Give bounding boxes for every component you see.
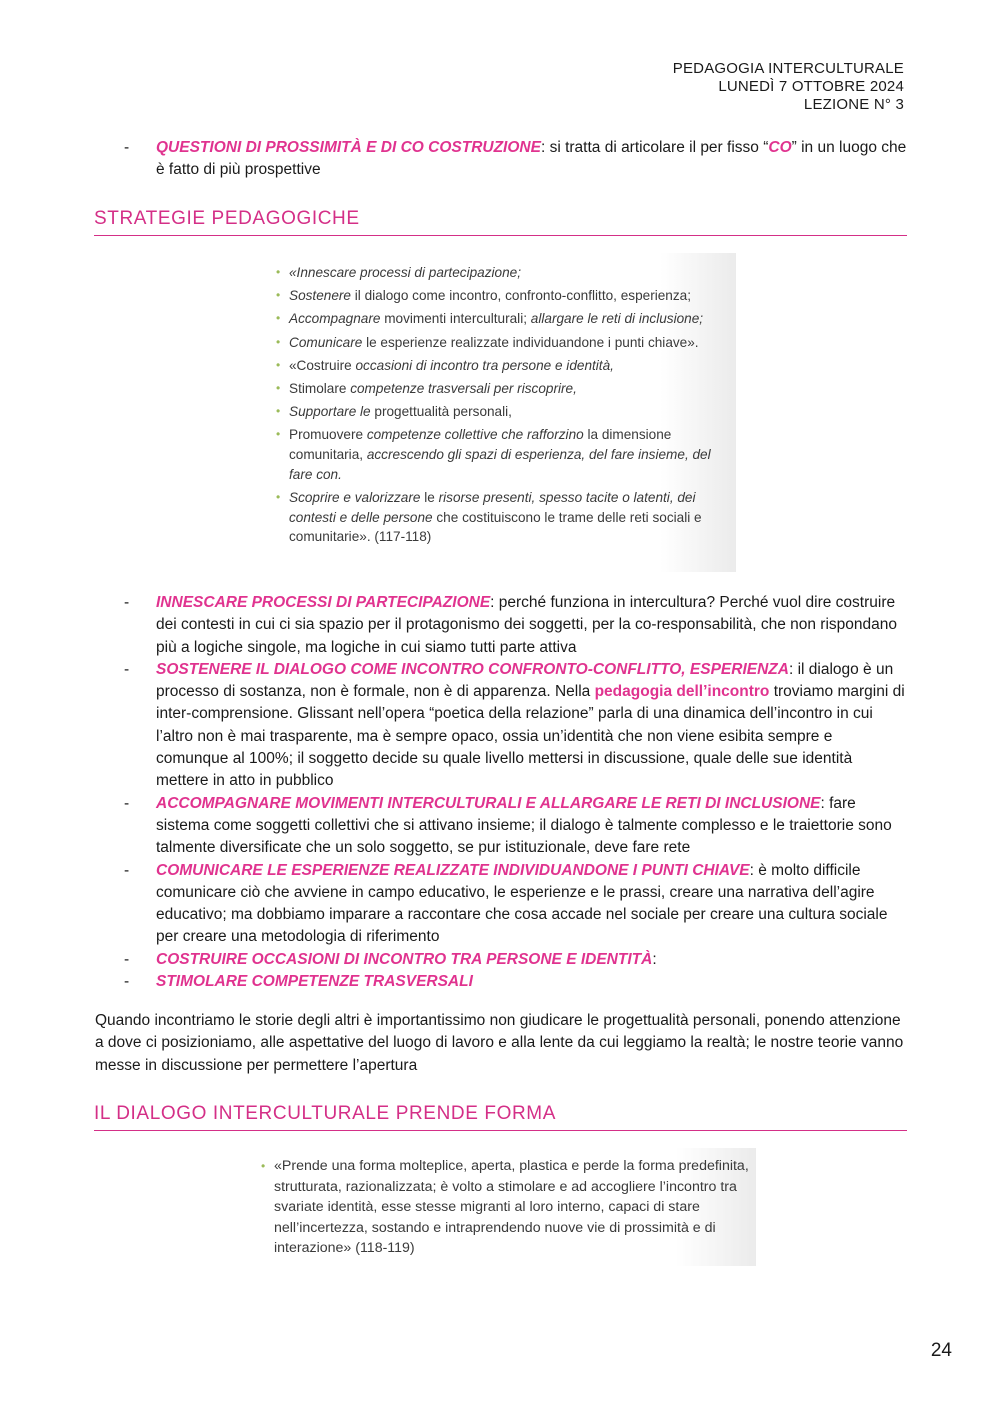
section-title-dialogo: IL DIALOGO INTERCULTURALE PRENDE FORMA xyxy=(94,1103,907,1131)
bullet-dash: - xyxy=(124,950,130,968)
section-title-strategie: STRATEGIE PEDAGOGICHE xyxy=(94,208,907,236)
body-paragraph: Quando incontriamo le storie degli altri è importantissimo non giudicare le progettualità personali, ponendo attenzione a dove ci posizioniamo, alle aspettative del luogo di lavoro e alla lente da cui leggiamo la realtà; le nostre teorie vanno messe in discussione per permettere l’apertura xyxy=(95,1012,904,1074)
bullet-dash: - xyxy=(124,660,130,678)
item-term: STIMOLARE COMPETENZE TRASVERSALI xyxy=(156,973,473,991)
list-item xyxy=(118,659,908,793)
item-text-b: ” in un luogo che è fatto di più prospettive xyxy=(156,139,907,179)
bullet-dash: - xyxy=(124,594,130,611)
list-item xyxy=(118,860,908,949)
quote-bullet: • «Prende una forma molteplice, aperta, plastica e perde la forma predefinita, strutturata, razionalizzata; è volto a stimolare e ad accogliere l’incontro tra svariate identità, esse stesse migranti al loro interno, capaci di stare nell’incertezza, sostando e intraprendendo nuove vie di prossimità e di interazione» (118-119) xyxy=(261,1156,750,1259)
strategie-list xyxy=(118,592,908,993)
quote-list xyxy=(276,263,730,547)
quote-image-strategie xyxy=(262,253,736,572)
quote-bullet: • Accompagnare movimenti interculturali; allargare le reti di inclusione; xyxy=(276,309,730,329)
item-highlight: pedagogia dell’incontro xyxy=(594,683,770,701)
quote-bullet: • «Costruire occasioni di incontro tra persone e identità, xyxy=(276,356,730,376)
bullet-dash: - xyxy=(124,139,130,156)
quote-list xyxy=(261,1156,750,1259)
header-course: PEDAGOGIA INTERCULTURALE xyxy=(672,60,904,77)
header-date: LUNEDÌ 7 OTTOBRE 2024 xyxy=(718,78,904,95)
item-text: : è molto difficile comunicare ciò che avviene in campo educativo, le esperienze e le prassi, creare una narrativa dell’agire educativo; ma dobbiamo imparare a raccontare che cosa accade nel sociale per creare una cultura sociale per creare una metodologia di riferimento xyxy=(156,861,888,946)
bullet-dash: - xyxy=(124,861,130,879)
item-term: COMUNICARE LE ESPERIENZE REALIZZATE INDIVIDUANDONE I PUNTI CHIAVE xyxy=(156,861,750,879)
quote-bullet: • «Innescare processi di partecipazione; xyxy=(276,263,730,283)
quote-bullet: • Promuovere competenze collettive che rafforzino la dimensione comunitaria, accrescendo gli spazi di esperienza, del fare insieme, del fare con. xyxy=(276,425,730,484)
item-term: SOSTENERE IL DIALOGO COME INCONTRO CONFRONTO-CONFLITTO, ESPERIENZA xyxy=(156,660,789,678)
bullet-dash: - xyxy=(124,794,130,812)
bullet-dash: - xyxy=(124,973,130,991)
quote-bullet: • Sostenere il dialogo come incontro, confronto-conflitto, esperienza; xyxy=(276,286,730,306)
quote-image-dialogo xyxy=(256,1148,756,1266)
list-item xyxy=(118,949,908,971)
item-text: : il dialogo è un processo di sostanza, non è formale, non è di apparenza. Nella xyxy=(156,660,894,701)
item-term: COSTRUIRE OCCASIONI DI INCONTRO TRA PERSONE E IDENTITÀ xyxy=(156,950,653,968)
list-item xyxy=(118,592,908,659)
item-co: CO xyxy=(768,139,792,156)
item-term: INNESCARE PROCESSI DI PARTECIPAZIONE xyxy=(156,594,491,611)
item-text-2: troviamo margini di inter-comprensione. Glissant nell’opera “poetica della relazione” parla di una dinamica dell’incontro in cui l’altro non è mai trasparente, ma è sempre opaco, ossia un’identità che non viene esibita sempre e comunque al 100%; il soggetto decide su quale livello mettersi in discussione, quale delle sue identità mettere in atto in pubblico xyxy=(156,683,905,790)
item-text: : xyxy=(652,950,657,968)
quote-bullet: • Supportare le progettualità personali, xyxy=(276,402,730,422)
header-lesson: LEZIONE N° 3 xyxy=(803,96,904,113)
intro-list xyxy=(118,137,908,182)
item-text: : fare sistema come soggetti collettivi che si attivano insieme; il dialogo è talmente complesso e le traiettorie sono talmente diversificate che un solo soggetto, se pur istituzionale, deve fare rete xyxy=(156,794,892,857)
item-text: : perché funziona in intercultura? Perché vuol dire costruire dei contesti in cui ci sia spazio per il protagonismo dei soggetti, per la co-responsabilità, che non rispondano più a logiche singole, ma logiche in cui siamo tutti parte attiva xyxy=(156,594,897,656)
list-item xyxy=(118,793,908,860)
quote-bullet: • Scoprire e valorizzare le risorse presenti, spesso tacite o latenti, dei contesti e delle persone che costituiscono le trame delle reti sociali e comunitarie». (117-118) xyxy=(276,488,730,547)
quote-bullet: • Stimolare competenze trasversali per riscoprire, xyxy=(276,379,730,399)
item-term: QUESTIONI DI PROSSIMITÀ E DI CO COSTRUZIONE xyxy=(156,139,541,156)
list-item xyxy=(118,137,908,182)
list-item xyxy=(118,971,908,993)
page-header xyxy=(673,60,904,114)
item-term: ACCOMPAGNARE MOVIMENTI INTERCULTURALI E ALLARGARE LE RETI DI INCLUSIONE xyxy=(156,794,821,812)
item-text: : si tratta di articolare il per fisso “ xyxy=(540,139,769,156)
page-number: 24 xyxy=(930,1340,952,1361)
quote-bullet: • Comunicare le esperienze realizzate individuandone i punti chiave». xyxy=(276,333,730,353)
